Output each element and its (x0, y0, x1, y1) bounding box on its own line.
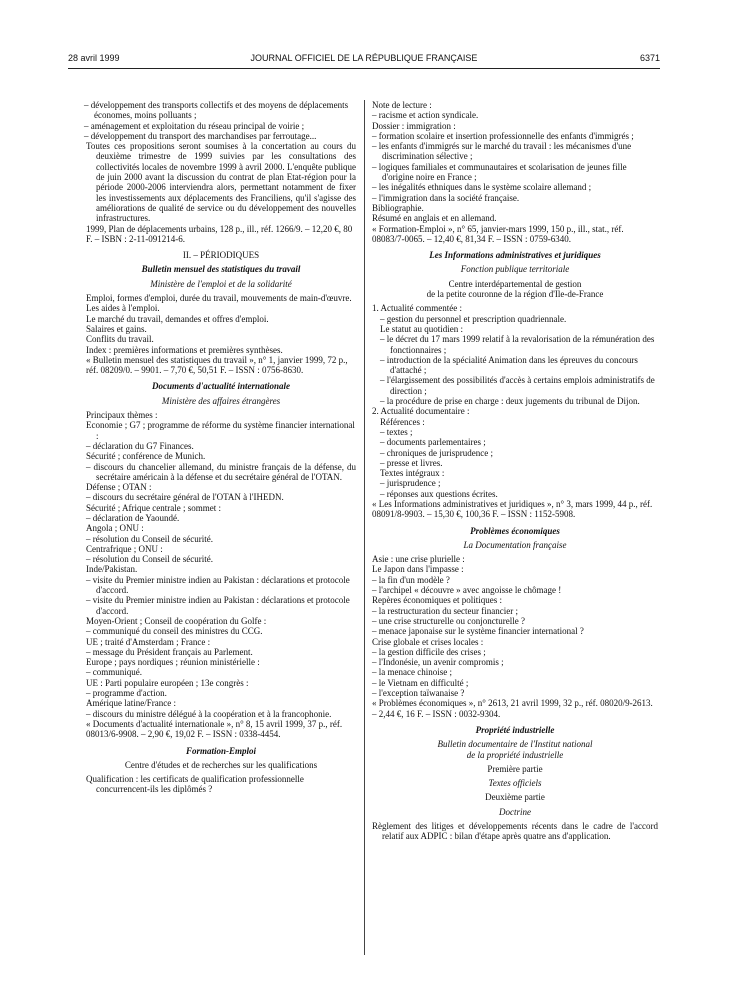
text-line: – la gestion difficile des crises ; (372, 646, 486, 657)
text-line: – l'élargissement des possibilités d'accès à certains emplois administratifs de direction ; (380, 375, 655, 396)
text-line: – une crise structurelle ou conjoncturelle ? (372, 615, 525, 626)
text-line: Défense ; OTAN : (86, 482, 152, 493)
section-subtitle: Fonction publique territoriale (460, 264, 570, 275)
header-title: JOURNAL OFFICIEL DE LA RÉPUBLIQUE FRANÇAISE (250, 53, 478, 63)
text-line: Principaux thèmes : (86, 410, 158, 421)
text-line: – la restructuration du secteur financier ; (372, 605, 518, 616)
text-line: Repères économiques et politiques : (372, 595, 502, 606)
text-line: UE ; traité d'Amsterdam ; France : (86, 636, 211, 647)
page-number: 6371 (639, 53, 660, 63)
text-line: – communiqué. (86, 667, 142, 678)
section-subtitle: de la propriété industrielle (466, 749, 564, 760)
text-line: – développement des transports collectifs et des moyens de déplacements économes, moins polluants ; (84, 100, 349, 121)
section-subtitle: Deuxième partie (485, 792, 545, 803)
text-line: – la menace chinoise ; (372, 667, 452, 678)
right-column (372, 100, 658, 842)
reference-entry: « Bulletin mensuel des statistiques du travail », n° 1, janvier 1999, 72 p., réf. 08209/0. – 9901. – 7,70 €, 50,51 F. – ISSN : 0756-8630. (86, 354, 348, 376)
text-line: – les inégalités ethniques dans le système scolaire allemand ; (372, 182, 592, 193)
text-line: Résumé en anglais et en allemand. (372, 213, 497, 224)
section-title: Propriété industrielle (475, 724, 555, 735)
text-line: – l'immigration dans la société française. (372, 192, 520, 203)
text-line: Note de lecture : (372, 100, 432, 110)
text-line: – l'archipel « découvre » avec angoisse le chômage ! (372, 585, 562, 596)
text-line: Toutes ces propositions seront soumises à la concertation au cours du deuxième trimestre de 1999 suivies par les consultations des collectivités locales de novembre 1999 à avril 2000. L'enquête publique de juin 2000 avant la discussion du contrat de plan Etat-région pour la période 2000-2006 interviendra alors, permettant notamment de fixer les investissements aux déplacements des Franciliens, qu'il s'agisse des améliorations de qualité de service ou du développement des nouvelles infrastructures. (86, 141, 356, 224)
section-subtitle: II. – PÉRIODIQUES (182, 250, 260, 261)
text-line: Bibliographie. (372, 202, 424, 213)
text-line: Le Japon dans l'impasse : (372, 564, 464, 575)
text-line: – visite du Premier ministre indien au Pakistan : déclarations et protocole d'accord. (86, 574, 350, 596)
text-line: Les aides à l'emploi. (86, 303, 160, 314)
section-title: Les Informations administratives et juridiques (429, 250, 601, 261)
reference-entry: « Documents d'actualité internationale », n° 8, 15 avril 1999, 37 p., réf. 08013/6-9908. – 2,90 €, 19,02 F. – ISSN : 0338-4454. (86, 718, 343, 740)
text-line: – l'Indonésie, un avenir compromis ; (372, 657, 504, 668)
text-line: – la procédure de prise en charge : deux jugements du tribunal de Dijon. (380, 396, 640, 407)
text-line: 2. Actualité documentaire : (372, 406, 470, 417)
section-subtitle: Textes officiels (488, 778, 542, 789)
text-line: – les enfants d'immigrés sur le marché du travail : les mécanismes d'une discrimination sélective ; (372, 141, 632, 162)
left-column (86, 100, 356, 795)
text-line: Centrafrique ; ONU : (86, 543, 163, 554)
text-line: – discours du chancelier allemand, du ministre français de la défense, du secrétaire américain à la défense et du secrétaire général de l'OTAN. (86, 461, 356, 482)
text-line: Textes intégraux : (380, 468, 445, 479)
section-subtitle: Centre d'études et de recherches sur les qualifications (124, 759, 318, 770)
text-line: – déclaration de Yaoundé. (86, 512, 180, 523)
section-subtitle: Ministère de l'emploi et de la solidarité (150, 278, 292, 289)
text-line: – développement du transport des marchandises par ferroutage... (84, 130, 317, 141)
text-line: – textes ; (380, 426, 413, 437)
text-line: – gestion du personnel et prescription quadriennale. (380, 313, 567, 324)
text-line: – l'exception taïwanaise ? (372, 688, 465, 699)
reference-entry: 1999, Plan de déplacements urbains, 128 p., ill., réf. 1266/9. – 12,20 €, 80 F. – ISBN : 2-11-091214-6. (86, 223, 353, 244)
text-line: Conflits du travail. (86, 334, 154, 345)
text-line: – discours du ministre délégué à la coopération et à la francophonie. (86, 708, 332, 719)
text-line: – programme d'action. (86, 688, 167, 699)
section-subtitle: Ministère des affaires étrangères (161, 395, 281, 406)
reference-entry: « Formation-Emploi », n° 65, janvier-mars 1999, 150 p., ill., stat., réf. 08083/7-0065. – 12,40 €, 81,34 F. – ISSN : 0759-6340. (372, 223, 624, 244)
section-subtitle: La Documentation française (463, 539, 567, 550)
text-line: – la fin d'un modèle ? (372, 574, 450, 585)
section-subtitle: Centre interdépartemental de gestion (448, 278, 582, 289)
text-line: – le décret du 17 mars 1999 relatif à la revalorisation de la rémunération des fonctionnaires ; (380, 334, 655, 355)
header-date: 28 avril 1999 (68, 53, 120, 63)
text-line: Asie : une crise plurielle : (372, 554, 465, 565)
text-line: Références : (380, 416, 425, 427)
text-line: – discours du secrétaire général de l'OTAN à l'IHEDN. (86, 492, 284, 503)
text-line: – racisme et action syndicale. (372, 110, 479, 121)
text-line: – le Vietnam en difficulté ; (372, 677, 469, 688)
text-line: Emploi, formes d'emploi, durée du travail, mouvements de main-d'œuvre. (86, 293, 352, 304)
reference-entry: « Les Informations administratives et juridiques », n° 3, mars 1999, 44 p., réf. 08091/8-9903. – 15,30 €, 100,36 F. – ISSN : 1152-5908. (372, 498, 653, 520)
text-line: – presse et livres. (380, 457, 443, 468)
text-line: Inde/Pakistan. (86, 564, 138, 575)
text-line: – jurisprudence ; (380, 478, 441, 489)
text-line: Règlement des litiges et développements récents dans le cadre de l'accord relatif aux ADPIC : bilan d'étape après quatre ans d'application. (372, 821, 658, 842)
text-line: – logiques familiales et communautaires et scolarisation de jeunes fille d'origine noire en France ; (372, 161, 627, 183)
text-line: – déclaration du G7 Finances. (86, 440, 194, 451)
text-line: UE : Parti populaire européen ; 13e congrès : (86, 677, 249, 688)
section-title: Formation-Emploi (185, 745, 256, 756)
text-line: – réponses aux questions écrites. (380, 488, 498, 499)
text-line: Dossier : immigration : (372, 120, 456, 131)
text-line: Angola ; ONU : (86, 523, 144, 534)
text-line: Amérique latine/France : (86, 698, 176, 709)
text-line: – introduction de la spécialité Animation dans les épreuves du concours d'attaché ; (380, 354, 638, 376)
text-line: – chroniques de jurisprudence ; (380, 447, 493, 458)
section-title: Documents d'actualité internationale (151, 381, 290, 392)
text-line: – message du Président français au Parlement. (86, 646, 253, 657)
text-line: Le statut au quotidien : (380, 323, 463, 334)
text-line: Sécurité ; Afrique centrale ; sommet : (86, 502, 221, 513)
text-line: – communiqué du conseil des ministres du CCG. (86, 626, 263, 637)
section-subtitle: Doctrine (499, 806, 531, 817)
text-line: Le marché du travail, demandes et offres d'emploi. (86, 313, 269, 324)
text-line: – résolution du Conseil de sécurité. (86, 554, 213, 565)
text-line: – aménagement et exploitation du réseau principal de voirie ; (84, 120, 305, 131)
section-subtitle: Première partie (487, 763, 543, 774)
section-title: Bulletin mensuel des statistiques du travail (141, 264, 301, 275)
section-subtitle: de la petite couronne de la région d'Ile-de-France (426, 289, 604, 300)
text-line: Europe ; pays nordiques ; réunion ministérielle : (86, 657, 260, 668)
text-line: Economie ; G7 ; programme de réforme du système financier international : (86, 420, 355, 441)
text-line: – visite du Premier ministre indien au Pakistan : déclarations et protocole d'accord. (86, 595, 350, 616)
section-title: Problèmes économiques (470, 525, 560, 536)
text-line: Sécurité ; conférence de Munich. (86, 451, 206, 462)
text-line: Index : premières informations et premières synthèses. (86, 344, 283, 355)
page-header (68, 53, 660, 67)
section-subtitle: Bulletin documentaire de l'Institut national (437, 739, 593, 750)
text-line: Salaires et gains. (86, 323, 147, 334)
text-line: – menace japonaise sur le système financier international ? (372, 626, 584, 637)
header-rule (68, 68, 660, 69)
text-line: – résolution du Conseil de sécurité. (86, 533, 213, 544)
text-line: – formation scolaire et insertion professionnelle des enfants d'immigrés ; (372, 130, 634, 141)
text-line: – documents parlementaires ; (380, 437, 486, 448)
text-line: Moyen-Orient ; Conseil de coopération du Golfe : (86, 615, 267, 626)
text-line: Qualification : les certificats de qualification professionnelle concurrencent-ils les diplômés ? (86, 774, 304, 795)
reference-entry: « Problèmes économiques », n° 2613, 21 avril 1999, 32 p., réf. 08020/9-2613. – 2,44 €, 16 F. – ISSN : 0032-9304. (372, 698, 653, 719)
text-line: Crise globale et crises locales : (372, 636, 484, 647)
text-line: 1. Actualité commentée : (372, 303, 462, 314)
